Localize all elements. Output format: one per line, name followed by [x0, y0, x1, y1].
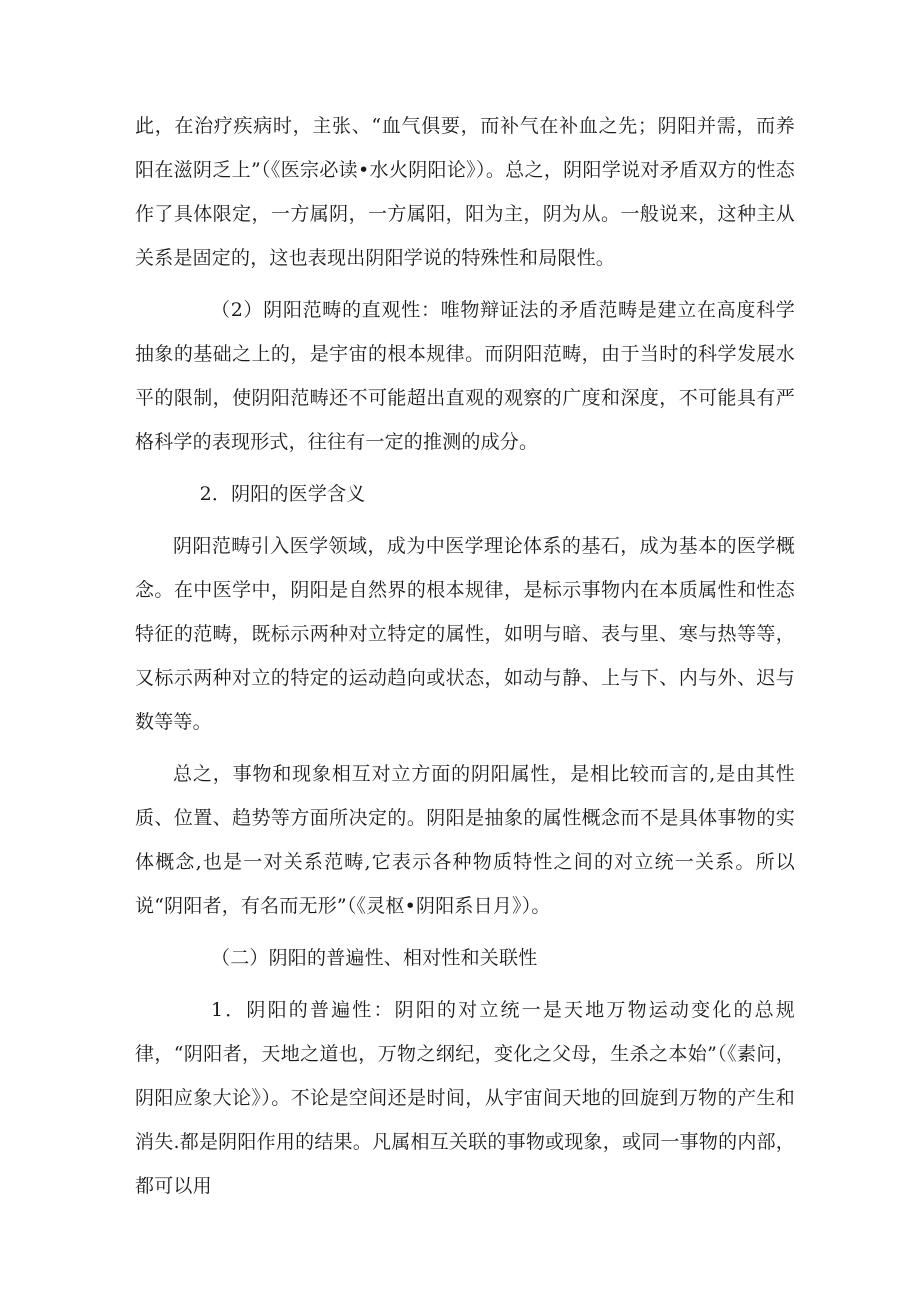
- paragraph-gap: [135, 516, 795, 524]
- paragraph-continuation: 此，在治疗疾病时，主张、“血气俱要，而补气在补血之先；阴阳并需，而养阳在滋阴乏上”（《医宗必读•水火阴阳论》）。总之，阴阳学说对矛盾双方的性态作了具体限定，一方属阴，一方属阳，阳为主，阴为从。一般说来，这种主从关系是固定的，这也表现出阴阳学说的特殊性和局限性。: [135, 115, 795, 269]
- body-text: [135, 104, 795, 1208]
- section-heading-universality: （二）阴阳的普遍性、相对性和关联性: [211, 947, 538, 969]
- paragraph-gap: [135, 280, 795, 288]
- paragraph-universality: 1．阴阳的普遍性：阴阳的对立统一是天地万物运动变化的总规律，“阴阳者，天地之道也，万物之纲纪，变化之父母，生杀之本始”（《素问，阴阳应象大论》）。不论是空间还是时间，从宇宙间天地的回旋到万物的产生和消失.都是阴阳作用的结果。凡属相互关联的事物或现象，或同一事物的内部，都可以用: [135, 999, 795, 1197]
- paragraph-medical-concept: 阴阳范畴引入医学领域，成为中医学理论体系的基石，成为基本的医学概念。在中医学中，阴阳是自然界的根本规律，是标示事物内在本质属性和性态特征的范畴，既标示两种对立特定的属性，如明与暗、表与里、寒与热等等，又标示两种对立的特定的运动趋向或状态，如动与静、上与下、内与外、迟与数等等。: [135, 535, 795, 733]
- paragraph-gap: [135, 464, 795, 472]
- paragraph-summary: 总之，事物和现象相互对立方面的阴阳属性，是相比较而言的,是由其性质、位置、趋势等方面所决定的。阴阳是抽象的属性概念而不是具体事物的实体概念,也是一对关系范畴,它表示各种物质特性之间的对立统一关系。所以说“阴阳者，有名而无形”（《灵枢•阴阳系日月》）。: [135, 763, 795, 917]
- paragraph-gap: [135, 980, 795, 988]
- section-heading-medical-meaning: 2．阴阳的医学含义: [199, 483, 366, 505]
- paragraph-intuitive-category: （2）阴阳范畴的直观性：唯物辩证法的矛盾范畴是建立在高度科学抽象的基础之上的，是宇宙的根本规律。而阴阳范畴，由于当时的科学发展水平的限制，使阴阳范畴还不可能超出直观的观察的广度和深度，不可能具有严格科学的表现形式，往往有一定的推测的成分。: [135, 299, 795, 453]
- paragraph-gap: [135, 928, 795, 936]
- paragraph-gap: [135, 744, 795, 752]
